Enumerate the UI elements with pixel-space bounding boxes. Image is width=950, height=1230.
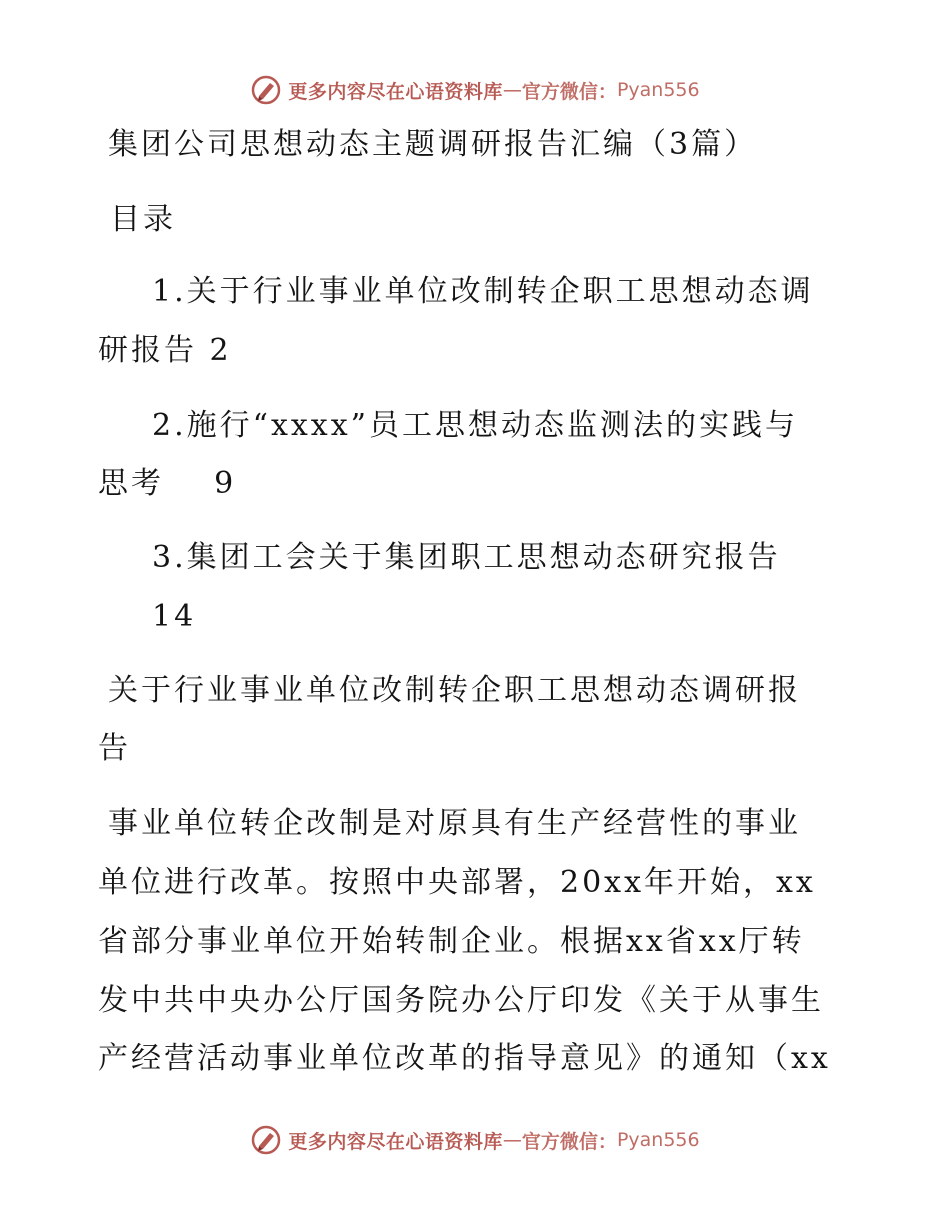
watermark-separator: — (502, 1129, 522, 1151)
pen-logo-icon (250, 74, 282, 106)
pen-logo-icon (250, 1124, 282, 1156)
body-line: 单位进行改革。按照中央部署，20xx年开始，xx (98, 865, 816, 900)
watermark-wechat-id: Pyan556 (616, 1129, 700, 1151)
document-title: 集团公司思想动态主题调研报告汇编（3篇） (108, 127, 758, 162)
footer-watermark (0, 1120, 950, 1160)
watermark-wechat-id: Pyan556 (616, 79, 700, 101)
watermark-promo-text: 更多内容尽在心语资料库 (288, 80, 503, 103)
watermark-separator: — (502, 79, 522, 101)
toc-entry-line: 3.集团工会关于集团职工思想动态研究报告 (152, 540, 781, 575)
toc-heading: 目录 (110, 202, 176, 237)
toc-entry-line: 2.施行“xxxx”员工思想动态监测法的实践与 (152, 408, 798, 443)
body-line: 发中共中央办公厅国务院办公厅印发《关于从事生 (98, 983, 824, 1018)
watermark-promo-text: 更多内容尽在心语资料库 (288, 1130, 503, 1153)
body-line: 事业单位转企改制是对原具有生产经营性的事业 (108, 806, 801, 841)
toc-entry-line: 14 (152, 599, 197, 634)
header-watermark (0, 70, 950, 110)
body-line: 产经营活动事业单位改革的指导意见》的通知（xx (98, 1041, 831, 1076)
watermark-wechat-label: 官方微信： (521, 80, 617, 103)
section-title-line: 关于行业事业单位改制转企职工思想动态调研报 (108, 673, 801, 708)
toc-entry-line: 研报告 2 (98, 333, 232, 368)
toc-entry-line: 思考 9 (98, 466, 237, 501)
body-line: 省部分事业单位开始转制企业。根据xx省xx厅转 (98, 924, 805, 959)
watermark-wechat-label: 官方微信： (521, 1130, 617, 1153)
toc-entry-line: 1.关于行业事业单位改制转企职工思想动态调 (152, 274, 814, 309)
section-title-line: 告 (98, 731, 131, 766)
